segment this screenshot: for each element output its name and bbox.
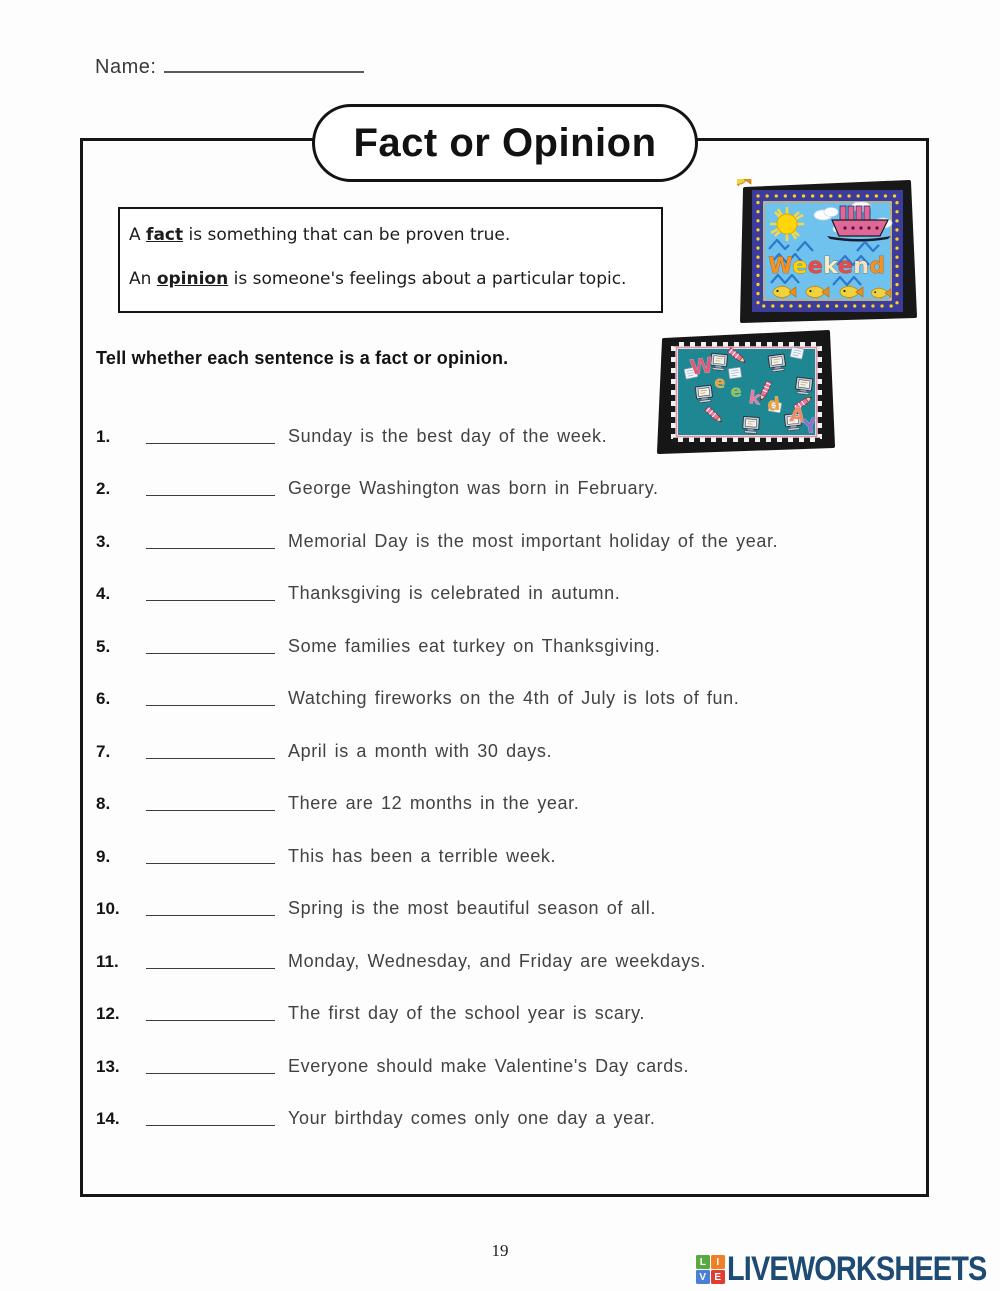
- item-text: The first day of the school year is scary.: [288, 1003, 645, 1023]
- item-number: 1.: [96, 426, 111, 446]
- item-text: Spring is the most beautiful season of all.: [288, 898, 656, 918]
- answer-blank[interactable]: [146, 600, 275, 601]
- definition-box: [118, 207, 663, 313]
- svg-text:A: A: [788, 402, 807, 428]
- answer-blank[interactable]: [146, 915, 275, 916]
- item-row: [96, 550, 916, 603]
- item-text: Some families eat turkey on Thanksgiving.: [288, 635, 661, 656]
- item-row: [96, 655, 916, 708]
- svg-text:k: k: [747, 387, 763, 410]
- item-number: 14.: [96, 1109, 120, 1128]
- item-text: Monday, Wednesday, and Friday are weekdays.: [288, 950, 707, 971]
- fact-term: fact: [146, 225, 184, 245]
- svg-text:e: e: [729, 381, 743, 401]
- svg-text:e: e: [713, 372, 727, 393]
- item-text: There are 12 months in the year.: [288, 793, 580, 813]
- item-text: Thanksgiving is celebrated in autumn.: [288, 583, 621, 603]
- answer-blank[interactable]: [146, 653, 275, 654]
- item-number: 10.: [96, 899, 120, 918]
- logo-block-I: I: [711, 1255, 725, 1269]
- opinion-term: opinion: [156, 269, 229, 289]
- item-text: April is a month with 30 days.: [288, 740, 553, 761]
- name-label: Name:: [95, 56, 157, 78]
- item-number: 13.: [96, 1056, 120, 1076]
- fact-def-suffix: is something that can be proven true.: [183, 225, 511, 245]
- item-text: Sunday is the best day of the week.: [288, 425, 608, 446]
- item-row: [96, 970, 916, 1023]
- logo-block-V: V: [696, 1270, 710, 1284]
- liveworksheets-logo[interactable]: [696, 1250, 1000, 1288]
- item-number: 2.: [96, 479, 111, 498]
- fact-definition: [129, 225, 651, 246]
- item-number: 9.: [96, 846, 111, 866]
- logo-block-E: E: [711, 1270, 725, 1284]
- opinion-definition: [129, 269, 651, 290]
- item-number: 6.: [96, 689, 111, 708]
- answer-blank[interactable]: [146, 1073, 275, 1074]
- answer-blank[interactable]: [146, 810, 275, 811]
- item-number: 11.: [96, 951, 119, 971]
- weekend-word: Weekend: [768, 254, 886, 279]
- answer-blank[interactable]: [146, 863, 275, 864]
- item-row: [96, 1075, 916, 1128]
- item-number: 3.: [96, 531, 111, 551]
- fact-def-prefix: A: [129, 225, 147, 245]
- weekend-poster-image: [737, 179, 918, 324]
- item-text: Watching fireworks on the 4th of July is lots of fun.: [288, 688, 740, 708]
- item-text: Everyone should make Valentine's Day cards.: [288, 1055, 690, 1076]
- item-text: Memorial Day is the most important holiday of the year.: [288, 530, 779, 551]
- item-number: 12.: [96, 1004, 120, 1023]
- answer-blank[interactable]: [146, 705, 275, 706]
- weekday-poster-image: [657, 329, 836, 457]
- answer-blank[interactable]: [146, 548, 275, 549]
- opinion-def-suffix: is someone's feelings about a particular topic.: [228, 269, 627, 289]
- page-number: 19: [491, 1241, 509, 1260]
- item-number: 4.: [96, 584, 111, 603]
- answer-blank[interactable]: [146, 1020, 275, 1021]
- item-row: [96, 602, 916, 655]
- liveworksheets-logo-text: LIVEWORKSHEETS: [726, 1250, 986, 1288]
- name-row: [95, 56, 364, 79]
- opinion-def-prefix: An: [129, 269, 157, 289]
- svg-text:Y: Y: [800, 412, 820, 439]
- item-number: 5.: [96, 636, 111, 656]
- item-row: [96, 865, 916, 918]
- item-number: 7.: [96, 741, 111, 761]
- item-row: [96, 1022, 916, 1075]
- page-title: Fact or Opinion: [353, 120, 657, 165]
- answer-blank[interactable]: [146, 495, 275, 496]
- item-row: [96, 760, 916, 813]
- item-row: [96, 812, 916, 865]
- svg-text:d: d: [766, 393, 782, 416]
- instruction-text: Tell whether each sentence is a fact or opinion.: [96, 348, 509, 368]
- answer-blank[interactable]: [146, 443, 275, 444]
- item-text: This has been a terrible week.: [288, 845, 557, 866]
- logo-block-L: L: [696, 1255, 710, 1269]
- item-text: George Washington was born in February.: [288, 478, 659, 498]
- answer-blank[interactable]: [146, 758, 275, 759]
- liveworksheets-blocks-icon: [696, 1255, 725, 1284]
- items-list: [96, 392, 916, 1127]
- item-number: 8.: [96, 794, 111, 813]
- item-row: [96, 497, 916, 550]
- name-input-line[interactable]: [164, 71, 364, 73]
- item-row: [96, 917, 916, 970]
- answer-blank[interactable]: [146, 1125, 275, 1126]
- sun-icon: [770, 207, 804, 241]
- item-row: [96, 707, 916, 760]
- svg-text:W: W: [688, 352, 715, 380]
- item-text: Your birthday comes only one day a year.: [288, 1108, 656, 1128]
- answer-blank[interactable]: [146, 968, 275, 969]
- worksheet-title-pill: [312, 104, 698, 182]
